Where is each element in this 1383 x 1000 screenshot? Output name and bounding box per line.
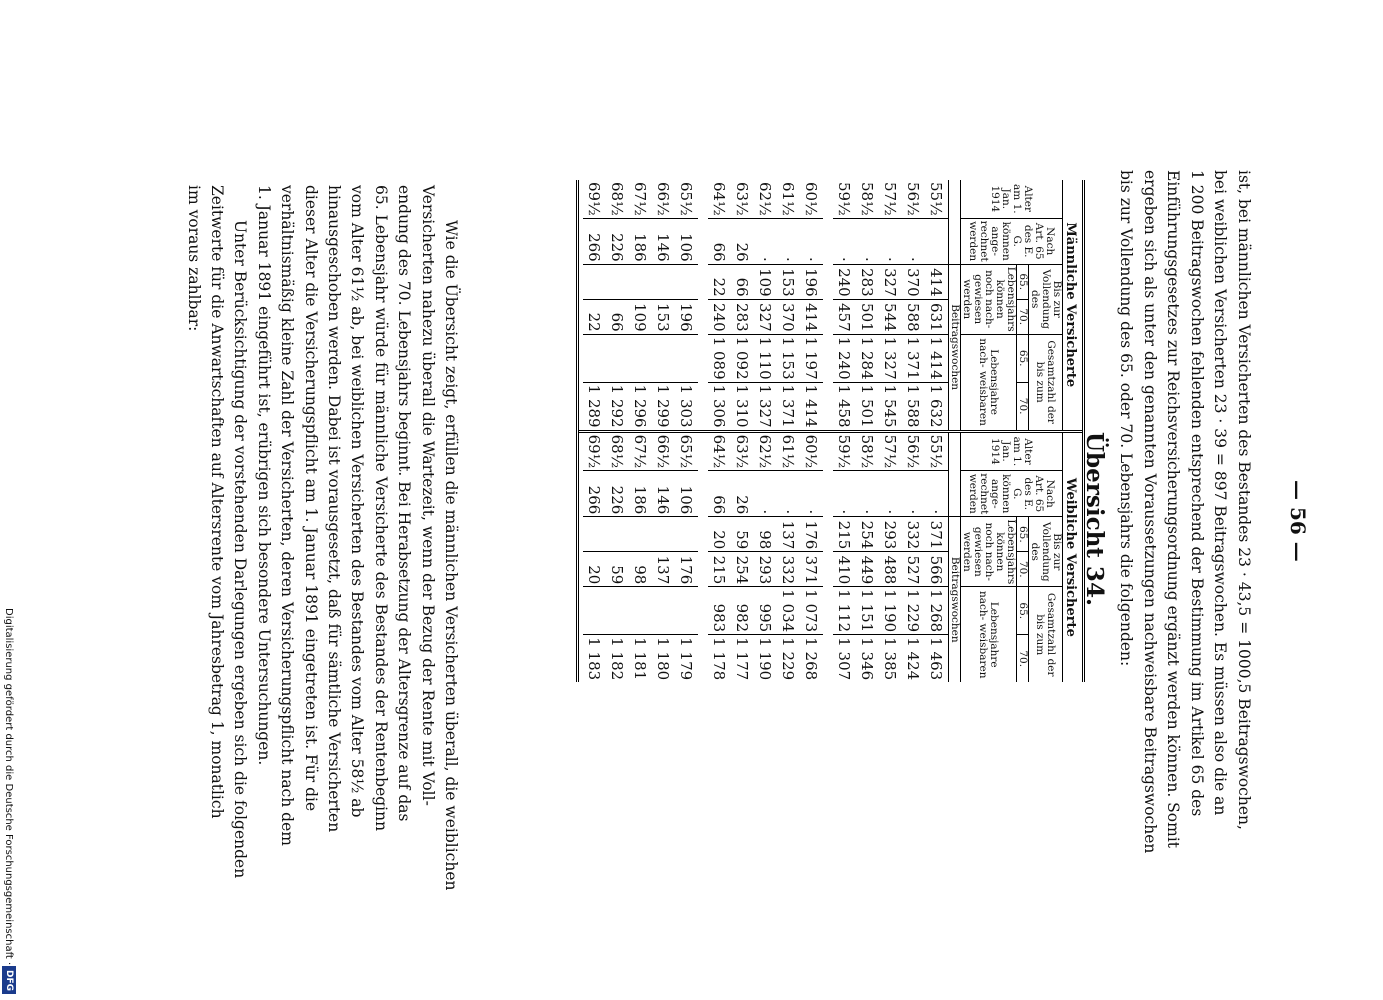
- col-art65-header: Nach Art. 65 des E. G. können ange- rechnet werden: [961, 471, 1063, 517]
- tables-wrap: [585, 180, 1086, 681]
- value-cell: 186: [629, 471, 652, 517]
- value-cell: 1 268: [800, 635, 823, 682]
- col-age-header: Alter am 1. Jan. 1914: [961, 180, 1063, 218]
- value-cell: 327: [879, 264, 902, 299]
- table-title: Übersicht 34.: [1081, 432, 1108, 606]
- year-header: 65.: [1017, 334, 1029, 382]
- age-cell: 58½: [858, 182, 877, 216]
- value-cell: 266: [583, 471, 606, 517]
- value-cell: 1 414: [800, 382, 823, 429]
- value-cell: 1 229: [777, 635, 800, 682]
- age-cell: 64½: [710, 434, 729, 469]
- value-cell: 240: [708, 299, 731, 334]
- value-cell: 1 112: [833, 587, 856, 635]
- age-cell: 67½: [631, 434, 650, 469]
- value-cell: 137: [652, 552, 675, 587]
- table-row: [708, 180, 731, 430]
- table-row: [675, 431, 698, 682]
- table-row: [754, 180, 777, 430]
- value-cell: ·: [777, 471, 800, 517]
- col-bis-header: Bis zur Vollendung des: [1029, 517, 1063, 587]
- value-cell: 226: [606, 218, 629, 264]
- value-cell: 176: [800, 517, 823, 552]
- value-cell: 109: [754, 264, 777, 299]
- value-cell: ·: [925, 471, 949, 517]
- value-cell: 566: [925, 552, 949, 587]
- table-row: [833, 180, 856, 430]
- value-cell: ·: [879, 471, 902, 517]
- value-cell: 66: [606, 299, 629, 334]
- unit-spacer: [949, 431, 961, 517]
- age-cell: 56½: [904, 182, 923, 216]
- col-ges-sub: Lebensjahre nach- weisbaren: [961, 587, 1017, 682]
- age-cell: 59½: [835, 182, 854, 216]
- table-row: [833, 431, 856, 682]
- value-cell: [675, 334, 698, 382]
- age-cell: 68½: [608, 182, 627, 216]
- table-row: [777, 431, 800, 682]
- value-cell: 109: [629, 299, 652, 334]
- closing-line: 1. Januar 1891 eingeführt ist, erübrigen sich besondere Untersuchungen.: [254, 185, 273, 766]
- table-row: [856, 431, 879, 682]
- value-cell: 20: [583, 552, 606, 587]
- value-cell: ·: [856, 471, 879, 517]
- value-cell: 153: [777, 264, 800, 299]
- value-cell: [652, 587, 675, 635]
- table-row: [856, 180, 879, 430]
- value-cell: ·: [754, 218, 777, 264]
- closing-line: Unter Berücksichtigung der vorstehenden Darlegungen ergeben sich die folgenden: [231, 220, 250, 879]
- intro-line: 1 200 Beitragswochen fehlenden entsprechend der Bestimmung im Artikel 65 des: [1188, 170, 1206, 817]
- value-cell: 1 092: [731, 334, 754, 382]
- value-cell: 1 190: [879, 587, 902, 635]
- age-cell: 63½: [733, 182, 752, 216]
- intro-line: bis zur Vollendung des 65. oder 70. Lebensjahrs die folgenden:: [1117, 170, 1136, 667]
- value-cell: ·: [902, 471, 925, 517]
- value-cell: ·: [856, 218, 879, 264]
- age-cell: 68½: [608, 434, 627, 469]
- value-cell: 1 177: [731, 635, 754, 682]
- value-cell: 1 299: [652, 382, 675, 429]
- value-cell: 1 306: [708, 382, 731, 429]
- value-cell: 457: [833, 299, 856, 334]
- table-row: [629, 180, 652, 430]
- age-cell: 55½: [927, 182, 946, 216]
- intro-line: Einführungsgesetzes zur Reichsversicherungsordnung ergänzt werden können. Somit: [1164, 170, 1183, 849]
- value-cell: 1 310: [731, 382, 754, 429]
- value-cell: 1 303: [675, 382, 698, 429]
- value-cell: 1 588: [902, 382, 925, 429]
- closing-line: hinausgeschoben werden. Dabei ist vorausgesetzt, daß für sämtliche Versicherten: [324, 185, 343, 833]
- age-cell: 60½: [802, 434, 821, 469]
- age-cell: 66½: [654, 434, 673, 469]
- age-cell: 65½: [677, 434, 696, 469]
- value-cell: 293: [879, 517, 902, 552]
- value-cell: 1 385: [879, 635, 902, 682]
- value-cell: 146: [652, 218, 675, 264]
- value-cell: 1 289: [583, 382, 606, 429]
- value-cell: [675, 264, 698, 299]
- value-cell: 20: [708, 517, 731, 552]
- value-cell: 1 183: [583, 635, 606, 682]
- table-row: [629, 431, 652, 682]
- value-cell: 327: [754, 299, 777, 334]
- value-cell: 59: [606, 552, 629, 587]
- table-row: [925, 431, 949, 682]
- intro-line: bei weiblichen Versicherten 23 · 39 = 897 Beitragswochen. Es müssen also die an: [1211, 170, 1230, 816]
- value-cell: [583, 264, 606, 299]
- value-cell: 59: [731, 517, 754, 552]
- col-bis-sub: Lebensjahrs können noch nach- gewiesen werden: [961, 264, 1017, 334]
- unit-spacer: [949, 180, 961, 264]
- closing-line: 65. Lebensjahr würde für männliche Versicherte des Bestandes der Rentenbeginn: [371, 185, 390, 832]
- table-row: [754, 431, 777, 682]
- value-cell: [652, 264, 675, 299]
- value-cell: 982: [731, 587, 754, 635]
- value-cell: 1 371: [902, 334, 925, 382]
- value-cell: ·: [800, 471, 823, 517]
- table-row: [879, 431, 902, 682]
- age-cell: 63½: [733, 434, 752, 469]
- age-cell: 59½: [835, 434, 854, 469]
- value-cell: 414: [925, 264, 949, 299]
- value-cell: 1 414: [925, 334, 949, 382]
- table-row: [652, 431, 675, 682]
- table-row: [800, 431, 823, 682]
- value-cell: 26: [731, 471, 754, 517]
- table-row: [606, 180, 629, 430]
- side-note-wrap: [3, 608, 15, 966]
- value-cell: 1 284: [856, 334, 879, 382]
- value-cell: 371: [925, 517, 949, 552]
- row-gap: [823, 180, 833, 430]
- value-cell: 488: [879, 552, 902, 587]
- value-cell: 283: [731, 299, 754, 334]
- value-cell: 332: [777, 552, 800, 587]
- age-cell: 58½: [858, 434, 877, 469]
- value-cell: 283: [856, 264, 879, 299]
- row-gap: [823, 431, 833, 682]
- value-cell: 1 292: [606, 382, 629, 429]
- table-row: [902, 180, 925, 430]
- table-row: [583, 180, 606, 430]
- value-cell: 153: [652, 299, 675, 334]
- value-cell: 22: [708, 264, 731, 299]
- age-cell: 56½: [904, 434, 923, 469]
- value-cell: [675, 587, 698, 635]
- value-cell: 1 307: [833, 635, 856, 682]
- col-ges-header: Gesamtzahl der bis zum: [1029, 587, 1063, 682]
- value-cell: 1 632: [925, 382, 949, 429]
- value-cell: 98: [754, 517, 777, 552]
- value-cell: 186: [629, 218, 652, 264]
- value-cell: 26: [731, 218, 754, 264]
- age-cell: 62½: [756, 182, 775, 216]
- table-row: [731, 431, 754, 682]
- table-row: [925, 180, 949, 430]
- value-cell: 414: [800, 299, 823, 334]
- year-header: 70.: [1017, 299, 1029, 334]
- table-row: [652, 180, 675, 430]
- value-cell: 588: [902, 299, 925, 334]
- value-cell: 995: [754, 587, 777, 635]
- age-cell: 62½: [756, 434, 775, 469]
- value-cell: [606, 264, 629, 299]
- value-cell: 1 240: [833, 334, 856, 382]
- value-cell: ·: [777, 218, 800, 264]
- closing-line: im voraus zahlbar:: [184, 185, 203, 332]
- value-cell: 146: [652, 471, 675, 517]
- value-cell: 631: [925, 299, 949, 334]
- value-cell: 266: [583, 218, 606, 264]
- value-cell: 66: [708, 218, 731, 264]
- value-cell: [629, 334, 652, 382]
- closing-line: vom Alter 61½ ab, bei weiblichen Versicherten des Bestandes vom Alter 58½ ab: [348, 185, 367, 818]
- value-cell: ·: [833, 471, 856, 517]
- value-cell: 226: [606, 471, 629, 517]
- intro-text: [1117, 170, 1256, 854]
- col-bis-sub: Lebensjahrs können noch nach- gewiesen werden: [961, 517, 1017, 587]
- value-cell: 1 296: [629, 382, 652, 429]
- value-cell: 1 424: [902, 635, 925, 682]
- closing-line: Wie die Übersicht zeigt, erfüllen die männlichen Versicherten überall, die weiblichen: [442, 220, 460, 891]
- value-cell: 1 545: [879, 382, 902, 429]
- value-cell: 1 501: [856, 382, 879, 429]
- closing-line: verhältnismäßig kleine Zahl der Versicherten, deren Versicherungspflicht nach dem: [278, 185, 297, 846]
- dfg-logo-text: DFG: [4, 970, 14, 992]
- value-cell: 449: [856, 552, 879, 587]
- value-cell: ·: [902, 218, 925, 264]
- unit-label: Beitragswochen: [949, 264, 961, 429]
- intro-line: ist, bei männlichen Versicherten des Bestandes 23 · 43,5 = 1000,5 Beitragswochen,: [1235, 170, 1253, 830]
- value-cell: 215: [708, 552, 731, 587]
- value-cell: 370: [902, 264, 925, 299]
- value-cell: [629, 517, 652, 552]
- table-row: [675, 180, 698, 430]
- closing-line: Versicherten nahezu überall die Wartezeit, wenn der Bezug der Rente mit Voll-: [418, 185, 437, 806]
- value-cell: 66: [708, 471, 731, 517]
- value-cell: 66: [731, 264, 754, 299]
- value-cell: 1 327: [754, 382, 777, 429]
- table-row: [800, 180, 823, 430]
- value-cell: 22: [583, 299, 606, 334]
- age-cell: 61½: [779, 182, 798, 216]
- age-cell: 65½: [677, 182, 696, 216]
- value-cell: 983: [708, 587, 731, 635]
- value-cell: ·: [800, 218, 823, 264]
- value-cell: [629, 587, 652, 635]
- value-cell: 501: [856, 299, 879, 334]
- col-ges-sub: Lebensjahre nach- weisbaren: [961, 334, 1017, 429]
- age-cell: 66½: [654, 182, 673, 216]
- value-cell: ·: [833, 218, 856, 264]
- page-number-text: — 56 —: [1286, 480, 1310, 562]
- year-header: 65.: [1017, 587, 1029, 635]
- value-cell: 1 182: [606, 635, 629, 682]
- closing-text: [184, 185, 463, 891]
- value-cell: 1 458: [833, 382, 856, 429]
- value-cell: [583, 334, 606, 382]
- title-wrap: [1081, 432, 1109, 606]
- bottom-rule: [578, 431, 584, 682]
- value-cell: 1 463: [925, 635, 949, 682]
- value-cell: [606, 334, 629, 382]
- table-row: [777, 180, 800, 430]
- unit-label: Beitragswochen: [949, 517, 961, 682]
- group-header: Männliche Versicherte: [1063, 180, 1084, 430]
- year-header: 70.: [1017, 552, 1029, 587]
- value-cell: [606, 587, 629, 635]
- col-bis-header: Bis zur Vollendung des: [1029, 264, 1063, 334]
- value-cell: 215: [833, 517, 856, 552]
- table-row: [879, 180, 902, 430]
- age-cell: 69½: [585, 182, 604, 216]
- value-cell: [629, 264, 652, 299]
- value-cell: 1 371: [777, 382, 800, 429]
- value-cell: 1 197: [800, 334, 823, 382]
- age-cell: 55½: [927, 434, 946, 469]
- value-cell: ·: [754, 471, 777, 517]
- group-header: Weibliche Versicherte: [1063, 431, 1084, 682]
- age-cell: 67½: [631, 182, 650, 216]
- value-cell: 1 153: [777, 334, 800, 382]
- value-cell: [675, 517, 698, 552]
- value-cell: 1 190: [754, 635, 777, 682]
- value-cell: [652, 334, 675, 382]
- value-cell: 293: [754, 552, 777, 587]
- value-cell: 1 179: [675, 635, 698, 682]
- female-table: [576, 430, 1085, 683]
- value-cell: 106: [675, 218, 698, 264]
- year-header: 65.: [1017, 264, 1029, 299]
- side-note: Digitalisierung gefördert durch die Deutsche Forschungsgemeinschaft ·: [3, 608, 14, 966]
- value-cell: [652, 517, 675, 552]
- table-row: [902, 431, 925, 682]
- year-header: 70.: [1017, 635, 1029, 682]
- value-cell: 1 073: [800, 587, 823, 635]
- closing-line: endung des 70. Lebensjahrs beginnt. Bei Herabsetzung der Altersgrenze auf das: [395, 185, 414, 822]
- value-cell: [925, 218, 949, 264]
- value-cell: 254: [856, 517, 879, 552]
- closing-line: Zeitwerte für die Anwartschaften auf Altersrente vom Jahresbetrag 1, monatlich: [207, 185, 226, 819]
- value-cell: 106: [675, 471, 698, 517]
- row-gap: [698, 431, 708, 682]
- year-header: 65.: [1017, 517, 1029, 552]
- value-cell: 1 110: [754, 334, 777, 382]
- table-row: [708, 431, 731, 682]
- col-art65-header: Nach Art. 65 des E. G. können ange- rechnet werden: [961, 218, 1063, 264]
- value-cell: 196: [800, 264, 823, 299]
- value-cell: 1 346: [856, 635, 879, 682]
- value-cell: 98: [629, 552, 652, 587]
- bottom-rule: [578, 180, 584, 430]
- value-cell: 240: [833, 264, 856, 299]
- value-cell: 370: [777, 299, 800, 334]
- year-header: 70.: [1017, 382, 1029, 429]
- value-cell: 410: [833, 552, 856, 587]
- age-cell: 60½: [802, 182, 821, 216]
- value-cell: 1 181: [629, 635, 652, 682]
- age-cell: 69½: [585, 434, 604, 469]
- table-row: [583, 431, 606, 682]
- value-cell: 137: [777, 517, 800, 552]
- intro-line: ergeben sich als unter den genannten Voraussetzungen nachweisbare Beitragswochen: [1141, 170, 1159, 854]
- value-cell: [583, 587, 606, 635]
- value-cell: 1 151: [856, 587, 879, 635]
- value-cell: 527: [902, 552, 925, 587]
- value-cell: 176: [675, 552, 698, 587]
- value-cell: 1 229: [902, 587, 925, 635]
- value-cell: 1 178: [708, 635, 731, 682]
- row-gap: [698, 180, 708, 430]
- value-cell: 254: [731, 552, 754, 587]
- closing-line: dieser Alter die Versicherungspflicht am 1. Januar 1891 eingetreten ist. Für die: [301, 185, 320, 812]
- male-table: [576, 180, 1085, 430]
- value-cell: [583, 517, 606, 552]
- value-cell: 196: [675, 299, 698, 334]
- table-row: [606, 431, 629, 682]
- value-cell: 1 268: [925, 587, 949, 635]
- value-cell: 1 089: [708, 334, 731, 382]
- value-cell: 371: [800, 552, 823, 587]
- value-cell: 1 180: [652, 635, 675, 682]
- table-row: [731, 180, 754, 430]
- dfg-logo: [2, 966, 16, 994]
- value-cell: ·: [879, 218, 902, 264]
- value-cell: 1 034: [777, 587, 800, 635]
- value-cell: 1 327: [879, 334, 902, 382]
- age-cell: 61½: [779, 434, 798, 469]
- age-cell: 57½: [881, 182, 900, 216]
- col-age-header: Alter am 1. Jan. 1914: [961, 431, 1063, 471]
- value-cell: 544: [879, 299, 902, 334]
- page-number-wrap: [1286, 480, 1311, 562]
- age-cell: 64½: [710, 182, 729, 216]
- age-cell: 57½: [881, 434, 900, 469]
- value-cell: 332: [902, 517, 925, 552]
- value-cell: [606, 517, 629, 552]
- col-ges-header: Gesamtzahl der bis zum: [1029, 334, 1063, 429]
